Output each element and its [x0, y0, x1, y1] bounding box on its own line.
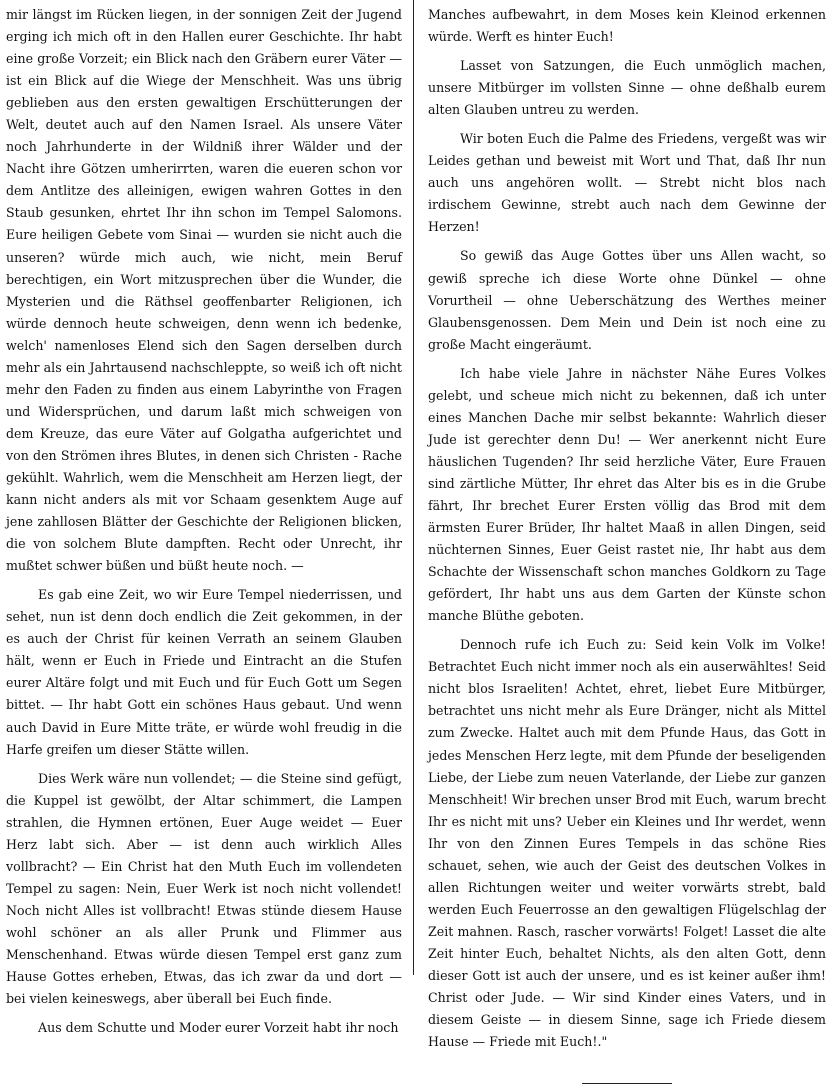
paragraph-eye-of-god: So gewiß das Auge Gottes über uns Allen wacht, so gewiß spreche ich diese Worte ohne Dünkel — ohne Vorurtheil — ohne Ueberschätzung des Werthes meiner Glaubensgenossen. Dem Mein und Dein ist noch eine zu große Macht eingeräumt. — [428, 248, 826, 352]
paragraph-statutes: Lasset von Satzungen, die Euch unmöglich machen, unsere Mitbürger im vollsten Sinne — ohne deßhalb eurem alten Glauben untreu zu werden. — [428, 58, 826, 118]
paragraph-many-years: Ich habe viele Jahre in nächster Nähe Eures Volkes gelebt, und scheue mich nicht zu bekennen, daß ich unter eines Manchen Dache mir selbst bekannte: Wahrlich dieser Jude ist gerechter denn Du! — Wer anerkennt nicht Eure häuslichen Tugenden? Ihr seid herzliche Väter, Eure Frauen sind zärtliche Mütter, Ihr ehret das Alter bis es in die Grube fährt, Ihr brechet Eurer Ersten völlig das Brod mit dem ärmsten Eurer Brüder, Ihr haltet Maaß in allen Dingen, seid nüchternen Sinnes, Euer Geist rastet nie, Ihr habt aus dem Schachte der Wissenschaft schon manches Goldkorn zu Tage gefördert, Ihr habt uns aus dem Garten der Künste schon manche Blüthe geboten. — [428, 365, 826, 624]
paragraph-ruins: Aus dem Schutte und Moder eurer Vorzeit habt ihr noch — [38, 1020, 399, 1036]
paragraph-continuation: mir längst im Rücken liegen, in der sonnigen Zeit der Jugend erging ich mich oft in den Hallen eurer Geschichte. Ihr habt eine große Vorzeit; ein Blick nach den Gräbern eurer Väter — ist ein Blick auf die Wiege der Menschheit. Was uns übrig geblieben aus den ersten gewaltigen Erschütterungen der Welt, deutet auch auf den Namen Israel. Als unsere Väter noch Jahrhunderte in der Wildniß ihrer Wälder und der Nacht ihre Götzen umherirrten, waren die eueren schon vor dem Antlitze des alleinigen, ewigen wahren Gottes in den Staub gesunken, ehrtet Ihr ihn schon im Tempel Salomons. Eure heiligen Gebete vom Sinai — wurden sie nicht auch die unseren? würde mich auch, wie nicht, mein Beruf berechtigen, ein Wort mitzusprechen über die Wunder, die Mysterien und die Räthsel geoffenbarter Religionen, ich würde dennoch heute schweigen, denn wenn ich bedenke, welch' namenloses Elend sich den Sagen derselben durch mehr als ein Jahrtausend nachschleppte, so weiß ich oft nicht mehr den Faden zu finden aus einem Labyrinthe von Fragen und Widersprüchen, und darum laßt mich schweigen von dem Kreuze, das eure Väter auf Golgatha aufgerichtet und von den Strömen ihres Blutes, in denen sich Christen - Rache gekühlt. Wahrlich, wem die Menschheit am Herzen liegt, der kann nicht anders als mit vor Schaam gesenktem Auge auf jene zahllosen Blätter der Geschichte der Religionen blicken, die von solchem Blute dampften. Recht oder Unrecht, ihr mußtet schwer büßen und büßt heute noch. — — [6, 7, 402, 574]
paragraph-continuation-right: Manches aufbewahrt, in dem Moses kein Kleinod erkennen würde. Werft es hinter Euch! — [428, 7, 826, 45]
paragraph-temple: Es gab eine Zeit, wo wir Eure Tempel niederrissen, und sehet, nun ist denn doch endlich die Zeit gekommen, in der es auch der Christ für keinen Verrath an seinem Glauben hält, wenn er Euch in Friede und Eintracht an die Stufen eurer Altäre folgt und mit Euch und für Euch Gott um Segen bittet. — Ihr habt Gott ein schönes Haus gebaut. Und wenn auch David in Eure Mitte träte, er würde wohl freudig in die Harfe greifen um dieser Stätte willen. — [6, 587, 402, 757]
paragraph-appeal: Dennoch rufe ich Euch zu: Seid kein Volk im Volke! Betrachtet Euch nicht immer noch als ein auserwähltes! Seid nicht blos Israeliten! Achtet, ehret, liebet Eure Mitbürger, betrachtet uns nicht mehr als Eure Dränger, nicht als Mittel zum Zwecke. Haltet auch mit dem Pfunde Haus, das Gott in jedes Menschen Herz legte, mit dem Pfunde der beseligenden Liebe, der Liebe zum neuen Vaterlande, der Liebe zur ganzen Menschheit! Wir brechen unser Brod mit Euch, warum brecht Ihr es nicht mit uns? Ueber ein Kleines und Ihr werdet, wenn Ihr von den Zinnen Eures Tempels in das schöne Ries schauet, sehen, wie auch der Geist des deutschen Volkes in allen Richtungen weiter und weiter vorwärts strebt, bald werden Euch Feuerrosse an den gewaltigen Flügelschlag der Zeit mahnen. Rasch, rascher vorwärts! Folget! Lasset die alte Zeit hinter Euch, behaltet Nichts, als den alten Gott, denn dieser Gott ist auch der unsere, und es ist keiner außer ihm! Christ oder Jude. — Wir sind Kinder eines Vaters, und in diesem Geiste — in diesem Sinne, sage ich Friede diesem Hause — Friede mit Euch!." — [428, 637, 826, 1050]
paragraph-peace: Wir boten Euch die Palme des Friedens, vergeßt was wir Leides gethan und beweist mit Wort und That, daß Ihr nun auch uns angehören wollt. — Strebt nicht blos nach irdischem Gewinne, strebt auch nach dem Gewinne der Herzen! — [428, 131, 826, 235]
column-divider — [413, 0, 414, 975]
left-column — [6, 4, 402, 1039]
right-column — [428, 4, 826, 1084]
paragraph-work-completed: Dies Werk wäre nun vollendet; — die Steine sind gefügt, die Kuppel ist gewölbt, der Altar schimmert, die Lampen strahlen, die Hymnen ertönen, Euer Auge weidet — Euer Herz labt sich. Aber — ist denn auch wirklich Alles vollbracht? — Ein Christ hat den Muth Euch im vollendeten Tempel zu sagen: Nein, Euer Werk ist noch nicht vollendet! Noch nicht Alles ist vollbracht! Etwas stünde diesem Hause wohl schöner an als aller Prunk und Flimmer aus Menschenhand. Etwas würde diesen Tempel erst ganz zum Hause Gottes erheben, Etwas, das ich zwar da und dort — bei vielen keineswegs, aber überall bei Euch finde. — [6, 770, 402, 1007]
